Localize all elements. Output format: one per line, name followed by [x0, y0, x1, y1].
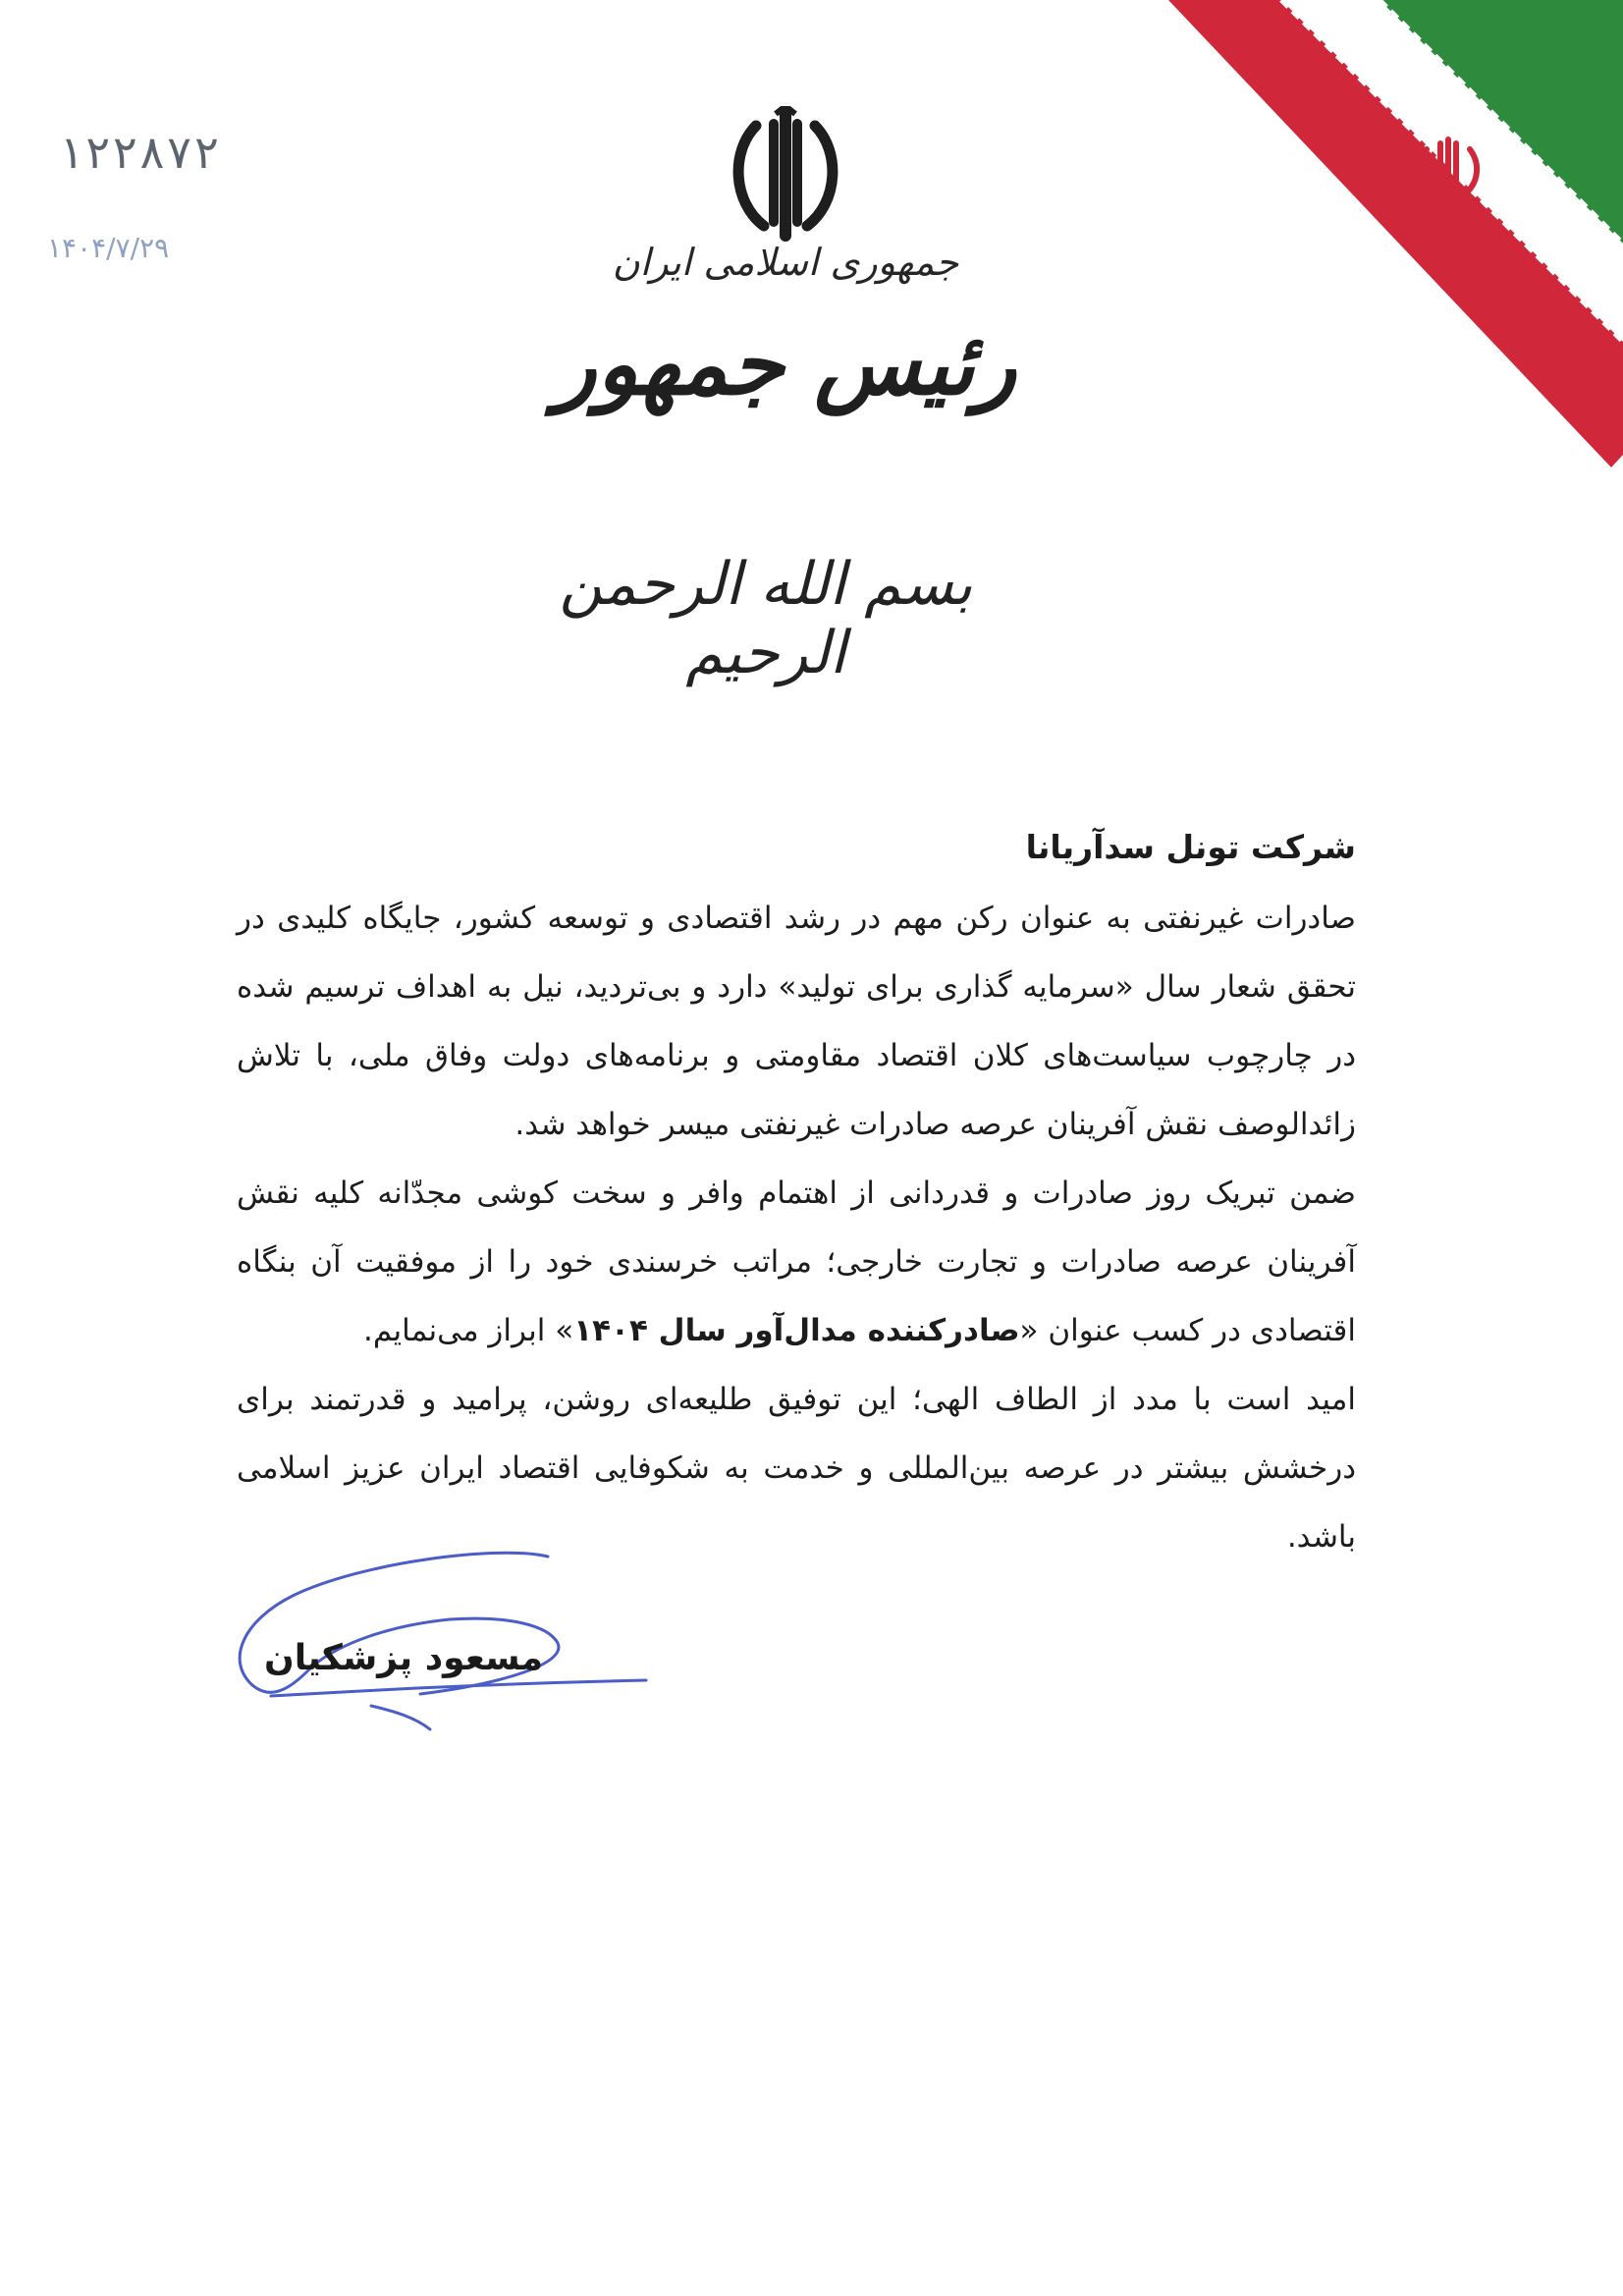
iran-emblem-icon — [717, 106, 854, 244]
flag-takbir-band-top — [1380, 0, 1623, 244]
paragraph-2 — [237, 1159, 1356, 1365]
paragraph-3: امید است با مدد از الطاف الهی؛ این توفیق طلیعه‌ای روشن، پرامید و قدرتمند برای درخشش بیشتر در عرصه بین‌المللی و خدمت به شکوفایی اقتصاد ایران عزیز اسلامی باشد. — [237, 1382, 1356, 1555]
office-title: رئیس جمهور — [554, 312, 1017, 414]
recipient: شرکت تونل سدآریانا — [1025, 828, 1356, 866]
paragraph-2-text-before: ضمن تبریک روز صادرات و قدردانی از اهتمام وافر و سخت کوشی مجدّانه کلیه نقش آفرینان عرصه صادرات و تجارت خارجی؛ مراتب خرسندی خود را از موفقیت آن بنگاه اقتصادی در کسب عنوان « — [237, 1175, 1356, 1348]
flag-red-edge — [1267, 0, 1623, 356]
paragraph-2-text-after: » ابراز می‌نمایم. — [363, 1313, 574, 1348]
registration-number: ۱۲۲۸۷۲ — [57, 126, 221, 179]
paragraph-1: صادرات غیرنفتی به عنوان رکن مهم در رشد اقتصادی و توسعه کشور، جایگاه کلیدی در تحقق شعار سال «سرمایه گذاری برای تولید» دارد و بی‌تردید، نیل به اهداف ترسیم شده در چارچوب سیاست‌های کلان اقتصاد مقاومتی و برنامه‌های دولت وفاق ملی، با تلاش زائدالوصف نقش آفرینان عرصه صادرات غیرنفتی میسر خواهد شد. — [237, 901, 1356, 1142]
letter-body — [237, 813, 1356, 1571]
registration-date: ۱۴۰۴/۷/۲۹ — [47, 232, 170, 264]
flag-green-edge — [1394, 0, 1623, 229]
flag-takbir-band-bottom — [1281, 0, 1623, 342]
flag-green-stripe — [1380, 0, 1623, 244]
flag-white-stripe — [1281, 0, 1623, 342]
flag-red-stripe — [1168, 0, 1623, 467]
country-name: جمهوری اسلامی ایران — [612, 241, 959, 284]
signer-name: مسعود پزشکیان — [263, 1638, 543, 1678]
flag-emblem-icon — [1420, 139, 1477, 198]
basmala: بسم الله الرحمن الرحیم — [559, 550, 973, 687]
award-title: صادرکننده مدال‌آور سال ۱۴۰۴ — [573, 1313, 1020, 1348]
